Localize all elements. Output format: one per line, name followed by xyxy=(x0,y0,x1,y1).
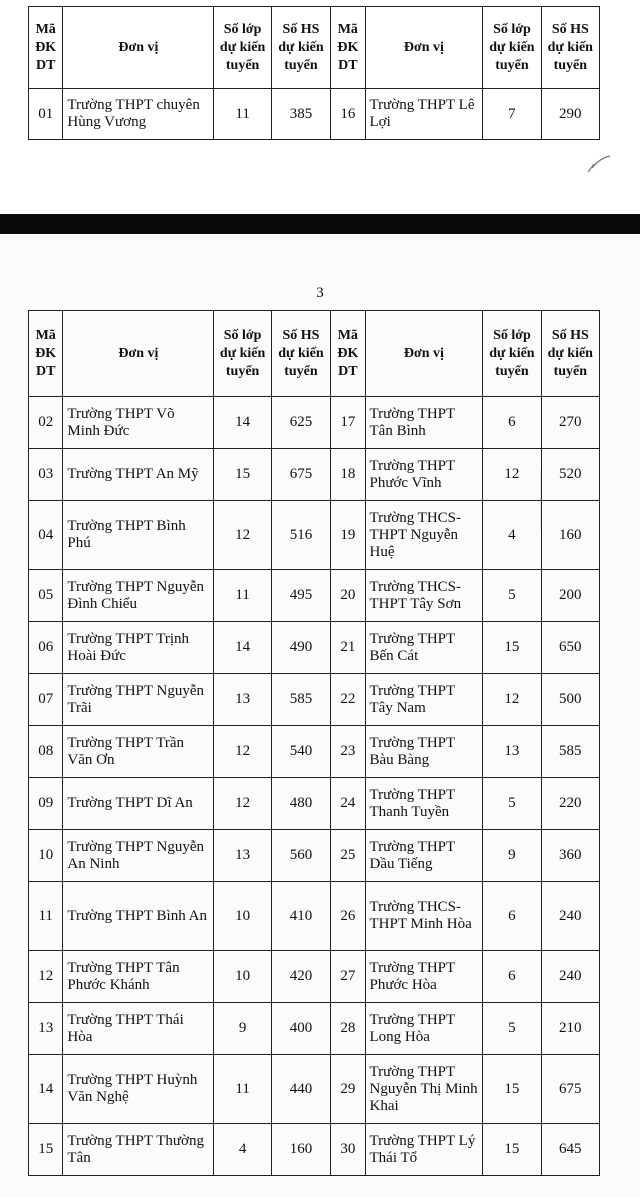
classes-cell: 11 xyxy=(214,1055,271,1124)
table-row xyxy=(29,397,600,449)
students-cell: 200 xyxy=(541,570,599,622)
enrollment-table xyxy=(28,310,600,1176)
code-cell: 09 xyxy=(29,778,63,830)
classes-cell: 15 xyxy=(483,1055,541,1124)
page-3 xyxy=(0,234,640,1197)
classes-cell: 7 xyxy=(483,89,541,140)
table-row xyxy=(29,1055,600,1124)
code-cell: 14 xyxy=(29,1055,63,1124)
code-cell: 26 xyxy=(331,882,365,951)
classes-cell: 4 xyxy=(214,1124,271,1176)
header-classes: Số lớp dự kiến tuyển xyxy=(214,7,271,89)
unit-name-cell: Trường THPT Dầu Tiếng xyxy=(365,830,483,882)
code-cell: 08 xyxy=(29,726,63,778)
students-cell: 160 xyxy=(271,1124,330,1176)
table-row xyxy=(29,726,600,778)
unit-name-cell: Trường THPT Huỳnh Văn Nghệ xyxy=(63,1055,214,1124)
classes-cell: 5 xyxy=(483,778,541,830)
unit-name-cell: Trường THCS-THPT Tây Sơn xyxy=(365,570,483,622)
unit-name-cell: Trường THPT Phước Vĩnh xyxy=(365,449,483,501)
unit-name-cell: Trường THPT Bình Phú xyxy=(63,501,214,570)
code-cell: 24 xyxy=(331,778,365,830)
students-cell: 560 xyxy=(271,830,330,882)
code-cell: 16 xyxy=(331,89,365,140)
classes-cell: 14 xyxy=(214,397,271,449)
classes-cell: 15 xyxy=(483,1124,541,1176)
classes-cell: 15 xyxy=(214,449,271,501)
students-cell: 240 xyxy=(541,951,599,1003)
header-code: Mã ĐK DT xyxy=(29,7,63,89)
table-row xyxy=(29,570,600,622)
header-unit: Đơn vị xyxy=(365,311,483,397)
header-code: Mã ĐK DT xyxy=(29,311,63,397)
code-cell: 15 xyxy=(29,1124,63,1176)
classes-cell: 10 xyxy=(214,882,271,951)
unit-name-cell: Trường THPT Lê Lợi xyxy=(365,89,483,140)
students-cell: 420 xyxy=(271,951,330,1003)
unit-name-cell: Trường THPT Thanh Tuyền xyxy=(365,778,483,830)
code-cell: 23 xyxy=(331,726,365,778)
header-classes: Số lớp dự kiến tuyển xyxy=(483,311,541,397)
classes-cell: 13 xyxy=(483,726,541,778)
unit-name-cell: Trường THPT Thái Hòa xyxy=(63,1003,214,1055)
unit-name-cell: Trường THPT Tây Nam xyxy=(365,674,483,726)
unit-name-cell: Trường THPT Dĩ An xyxy=(63,778,214,830)
students-cell: 270 xyxy=(541,397,599,449)
students-cell: 650 xyxy=(541,622,599,674)
header-students: Số HS dự kiến tuyển xyxy=(271,7,330,89)
table-row xyxy=(29,951,600,1003)
table-row xyxy=(29,882,600,951)
classes-cell: 6 xyxy=(483,397,541,449)
unit-name-cell: Trường THPT Thường Tân xyxy=(63,1124,214,1176)
unit-name-cell: Trường THPT Trần Văn Ơn xyxy=(63,726,214,778)
students-cell: 516 xyxy=(271,501,330,570)
page-divider xyxy=(0,214,640,234)
code-cell: 03 xyxy=(29,449,63,501)
header-classes: Số lớp dự kiến tuyển xyxy=(214,311,271,397)
header-students: Số HS dự kiến tuyển xyxy=(271,311,330,397)
classes-cell: 5 xyxy=(483,570,541,622)
students-cell: 675 xyxy=(541,1055,599,1124)
classes-cell: 12 xyxy=(214,726,271,778)
students-cell: 410 xyxy=(271,882,330,951)
table-row xyxy=(29,89,600,140)
header-unit: Đơn vị xyxy=(365,7,483,89)
unit-name-cell: Trường THPT Long Hòa xyxy=(365,1003,483,1055)
classes-cell: 12 xyxy=(483,449,541,501)
handwritten-mark-icon xyxy=(586,150,612,176)
unit-name-cell: Trường THPT Bàu Bàng xyxy=(365,726,483,778)
unit-name-cell: Trường THPT chuyên Hùng Vương xyxy=(63,89,214,140)
unit-name-cell: Trường THPT Nguyễn An Ninh xyxy=(63,830,214,882)
code-cell: 02 xyxy=(29,397,63,449)
unit-name-cell: Trường THPT Trịnh Hoài Đức xyxy=(63,622,214,674)
students-cell: 645 xyxy=(541,1124,599,1176)
students-cell: 400 xyxy=(271,1003,330,1055)
classes-cell: 15 xyxy=(483,622,541,674)
classes-cell: 9 xyxy=(483,830,541,882)
classes-cell: 10 xyxy=(214,951,271,1003)
classes-cell: 9 xyxy=(214,1003,271,1055)
classes-cell: 5 xyxy=(483,1003,541,1055)
code-cell: 07 xyxy=(29,674,63,726)
header-unit: Đơn vị xyxy=(63,311,214,397)
students-cell: 500 xyxy=(541,674,599,726)
header-code: Mã ĐK DT xyxy=(331,311,365,397)
unit-name-cell: Trường THPT Võ Minh Đức xyxy=(63,397,214,449)
classes-cell: 6 xyxy=(483,951,541,1003)
students-cell: 360 xyxy=(541,830,599,882)
students-cell: 495 xyxy=(271,570,330,622)
students-cell: 585 xyxy=(271,674,330,726)
unit-name-cell: Trường THCS-THPT Nguyễn Huệ xyxy=(365,501,483,570)
code-cell: 11 xyxy=(29,882,63,951)
classes-cell: 4 xyxy=(483,501,541,570)
students-cell: 160 xyxy=(541,501,599,570)
code-cell: 18 xyxy=(331,449,365,501)
code-cell: 21 xyxy=(331,622,365,674)
code-cell: 12 xyxy=(29,951,63,1003)
classes-cell: 13 xyxy=(214,674,271,726)
header-students: Số HS dự kiến tuyển xyxy=(541,7,599,89)
header-code: Mã ĐK DT xyxy=(331,7,365,89)
unit-name-cell: Trường THPT Nguyễn Thị Minh Khai xyxy=(365,1055,483,1124)
code-cell: 06 xyxy=(29,622,63,674)
page-number: 3 xyxy=(316,285,324,301)
table-row xyxy=(29,622,600,674)
header-students: Số HS dự kiến tuyển xyxy=(541,311,599,397)
unit-name-cell: Trường THPT Nguyễn Đình Chiểu xyxy=(63,570,214,622)
students-cell: 210 xyxy=(541,1003,599,1055)
unit-name-cell: Trường THPT Tân Bình xyxy=(365,397,483,449)
unit-name-cell: Trường THPT Tân Phước Khánh xyxy=(63,951,214,1003)
code-cell: 27 xyxy=(331,951,365,1003)
unit-name-cell: Trường THPT Phước Hòa xyxy=(365,951,483,1003)
table-row xyxy=(29,674,600,726)
code-cell: 17 xyxy=(331,397,365,449)
students-cell: 290 xyxy=(541,89,599,140)
classes-cell: 12 xyxy=(214,501,271,570)
code-cell: 04 xyxy=(29,501,63,570)
unit-name-cell: Trường THPT Bình An xyxy=(63,882,214,951)
students-cell: 480 xyxy=(271,778,330,830)
table-row xyxy=(29,449,600,501)
students-cell: 385 xyxy=(271,89,330,140)
classes-cell: 13 xyxy=(214,830,271,882)
classes-cell: 12 xyxy=(483,674,541,726)
enrollment-table-top xyxy=(28,6,600,140)
code-cell: 19 xyxy=(331,501,365,570)
students-cell: 520 xyxy=(541,449,599,501)
top-page-fragment xyxy=(0,0,640,214)
students-cell: 675 xyxy=(271,449,330,501)
classes-cell: 11 xyxy=(214,570,271,622)
unit-name-cell: Trường THCS-THPT Minh Hòa xyxy=(365,882,483,951)
unit-name-cell: Trường THPT Bến Cát xyxy=(365,622,483,674)
table-row xyxy=(29,778,600,830)
code-cell: 22 xyxy=(331,674,365,726)
unit-name-cell: Trường THPT Lý Thái Tổ xyxy=(365,1124,483,1176)
code-cell: 30 xyxy=(331,1124,365,1176)
header-classes: Số lớp dự kiến tuyển xyxy=(483,7,541,89)
code-cell: 29 xyxy=(331,1055,365,1124)
students-cell: 220 xyxy=(541,778,599,830)
classes-cell: 6 xyxy=(483,882,541,951)
students-cell: 440 xyxy=(271,1055,330,1124)
students-cell: 585 xyxy=(541,726,599,778)
table-row xyxy=(29,1124,600,1176)
header-unit: Đơn vị xyxy=(63,7,214,89)
code-cell: 28 xyxy=(331,1003,365,1055)
unit-name-cell: Trường THPT Nguyễn Trãi xyxy=(63,674,214,726)
code-cell: 01 xyxy=(29,89,63,140)
classes-cell: 11 xyxy=(214,89,271,140)
code-cell: 20 xyxy=(331,570,365,622)
unit-name-cell: Trường THPT An Mỹ xyxy=(63,449,214,501)
code-cell: 13 xyxy=(29,1003,63,1055)
code-cell: 05 xyxy=(29,570,63,622)
students-cell: 240 xyxy=(541,882,599,951)
students-cell: 540 xyxy=(271,726,330,778)
students-cell: 625 xyxy=(271,397,330,449)
code-cell: 10 xyxy=(29,830,63,882)
classes-cell: 12 xyxy=(214,778,271,830)
table-row xyxy=(29,830,600,882)
students-cell: 490 xyxy=(271,622,330,674)
classes-cell: 14 xyxy=(214,622,271,674)
table-row xyxy=(29,501,600,570)
table-row xyxy=(29,1003,600,1055)
code-cell: 25 xyxy=(331,830,365,882)
